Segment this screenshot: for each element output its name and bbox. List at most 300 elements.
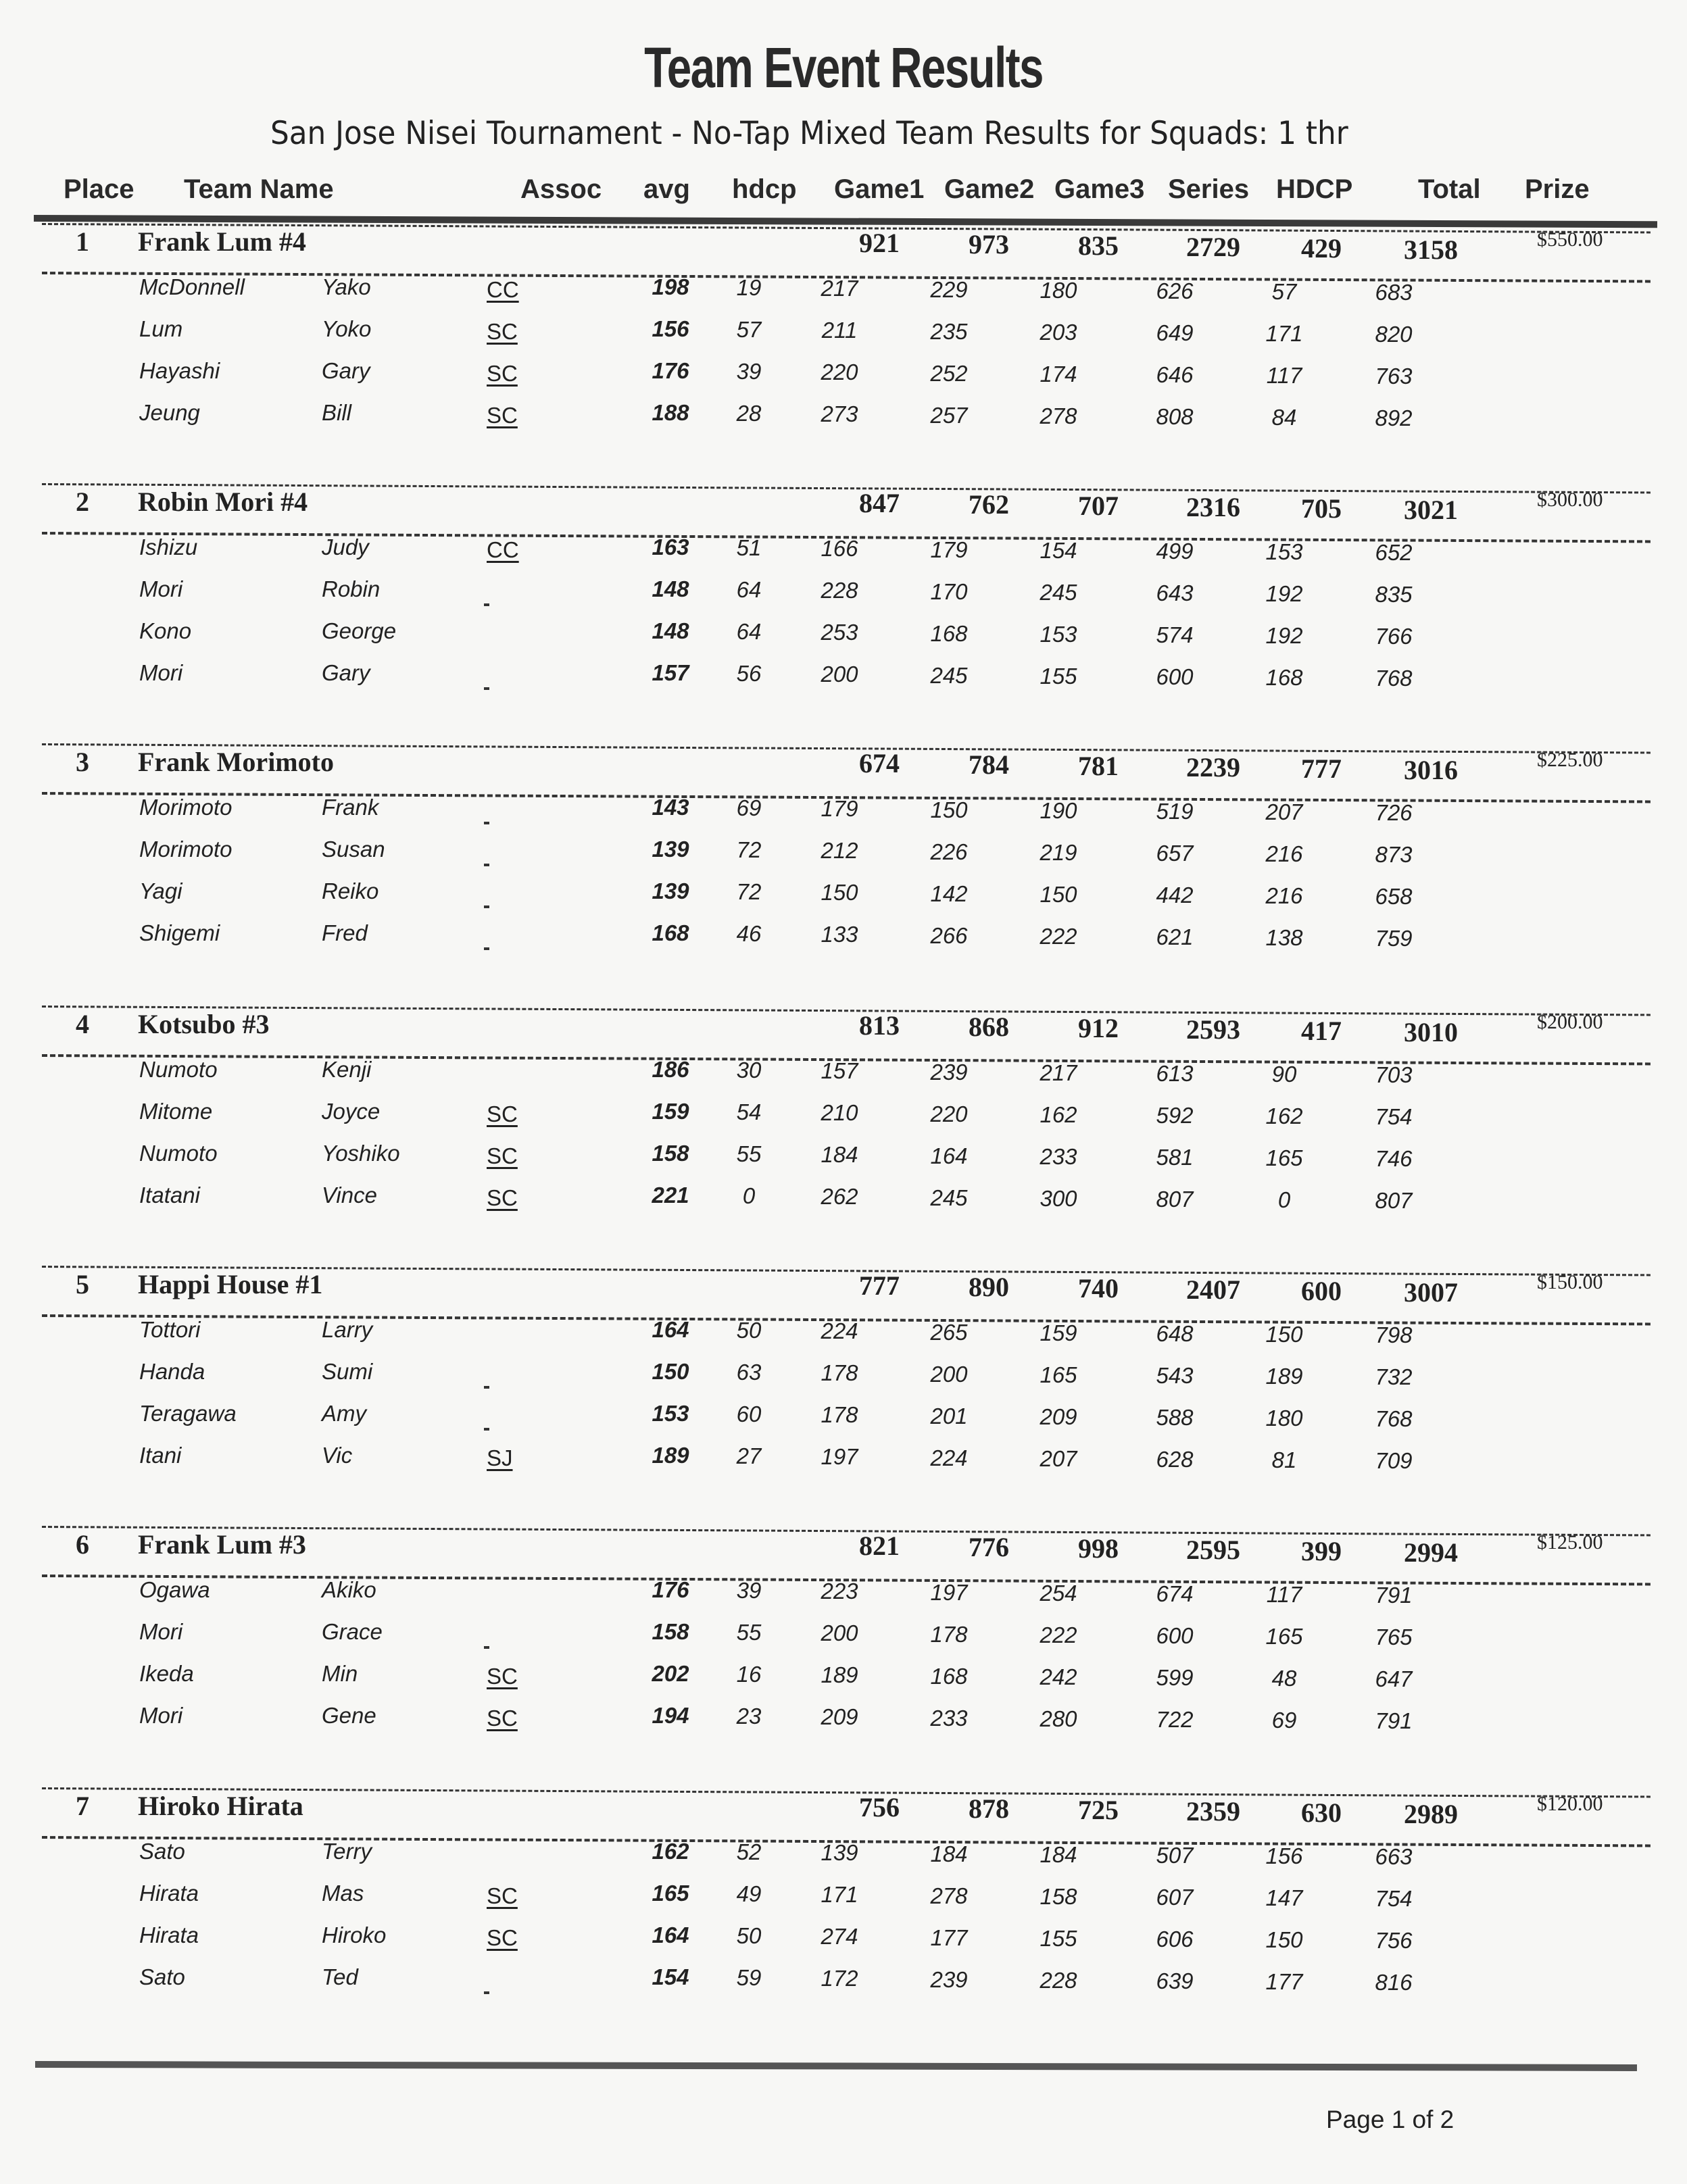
member-row [0, 1661, 1687, 1695]
member-series: 574 [1156, 622, 1194, 647]
member-first-name: Judy [322, 535, 369, 560]
member-row [0, 1964, 1687, 1998]
member-hdcp-total: 69 [1271, 1708, 1297, 1733]
member-g3: 158 [1040, 1883, 1077, 1909]
member-total: 835 [1375, 582, 1413, 607]
member-hdcp: 63 [736, 1360, 762, 1385]
member-hdcp-total: 0 [1277, 1187, 1291, 1213]
member-hdcp: 55 [736, 1141, 762, 1167]
member-row [0, 274, 1687, 308]
member-first-name: Gary [322, 358, 370, 383]
member-assoc: SC [487, 1101, 518, 1126]
member-row [0, 358, 1687, 392]
member-g2: 224 [930, 1445, 968, 1470]
member-row [0, 1703, 1687, 1737]
team-hdcp: 429 [1301, 233, 1342, 264]
team-hdcp: 417 [1301, 1016, 1342, 1046]
member-g2: 226 [930, 839, 968, 864]
team-game2: 784 [969, 749, 1009, 780]
member-series: 626 [1156, 278, 1194, 303]
team-name: Frank Lum #4 [138, 226, 306, 257]
member-total: 756 [1375, 1928, 1413, 1954]
member-total: 746 [1375, 1146, 1413, 1172]
member-avg: 139 [652, 837, 689, 862]
member-series: 592 [1156, 1103, 1194, 1128]
member-assoc-blank [484, 1386, 489, 1389]
member-g1: 253 [821, 620, 858, 645]
team-block [0, 1529, 1687, 1807]
member-total: 732 [1375, 1364, 1413, 1390]
header-team-name: Team Name [184, 174, 334, 204]
member-assoc: SC [487, 1883, 518, 1908]
member-row [0, 660, 1687, 694]
member-g2: 265 [930, 1319, 968, 1345]
member-last-name: Ishizu [139, 535, 198, 560]
member-assoc-blank [484, 1428, 489, 1431]
member-g3: 155 [1040, 663, 1077, 689]
member-g3: 222 [1040, 923, 1077, 949]
member-avg: 150 [652, 1359, 689, 1384]
member-assoc-blank [484, 864, 489, 866]
member-g2: 142 [930, 880, 968, 906]
member-hdcp: 52 [736, 1839, 762, 1865]
member-assoc: SJ [487, 1445, 513, 1470]
team-game1: 847 [859, 488, 900, 518]
member-total: 709 [1375, 1448, 1413, 1474]
member-series: 639 [1156, 1968, 1194, 1993]
member-avg: 158 [652, 1141, 689, 1166]
member-last-name: Morimoto [139, 837, 233, 862]
member-avg: 143 [652, 795, 689, 820]
member-assoc: SC [487, 319, 518, 344]
team-game1: 921 [859, 228, 900, 258]
member-hdcp-total: 147 [1265, 1885, 1303, 1911]
team-series: 2593 [1186, 1014, 1240, 1045]
member-row [0, 878, 1687, 912]
header-total: Total [1418, 174, 1481, 204]
member-g3: 300 [1040, 1185, 1077, 1211]
member-g2: 252 [930, 360, 968, 386]
team-block [0, 226, 1687, 504]
member-first-name: Reiko [322, 878, 379, 903]
team-series: 2359 [1186, 1796, 1240, 1827]
member-g1: 200 [821, 1620, 858, 1646]
member-g3: 219 [1040, 839, 1077, 865]
member-avg: 162 [652, 1839, 689, 1864]
member-g2: 239 [930, 1059, 968, 1085]
member-avg: 186 [652, 1057, 689, 1082]
team-total: 3016 [1404, 755, 1458, 785]
member-assoc: SC [487, 1664, 518, 1689]
member-first-name: Bill [322, 400, 352, 425]
member-total: 754 [1375, 1886, 1413, 1912]
team-game3: 725 [1078, 1795, 1119, 1825]
member-total: 726 [1375, 800, 1413, 826]
member-g3: 174 [1040, 361, 1077, 387]
team-game3: 740 [1078, 1273, 1119, 1304]
member-last-name: Kono [139, 618, 192, 643]
team-total: 2994 [1404, 1537, 1458, 1568]
header-hdcp-total: HDCP [1276, 174, 1353, 204]
member-first-name: Susan [322, 837, 385, 862]
team-prize: $550.00 [1537, 228, 1603, 251]
member-last-name: Hirata [139, 1922, 199, 1947]
member-g2: 201 [930, 1403, 968, 1429]
member-avg: 189 [652, 1443, 689, 1468]
member-avg: 176 [652, 358, 689, 383]
member-total: 873 [1375, 842, 1413, 868]
member-hdcp: 55 [736, 1620, 762, 1645]
team-prize: $150.00 [1537, 1271, 1603, 1293]
member-avg: 156 [652, 316, 689, 341]
team-series: 2316 [1186, 492, 1240, 522]
team-block [0, 747, 1687, 1024]
member-hdcp-total: 156 [1265, 1843, 1303, 1869]
header-place: Place [64, 174, 135, 204]
member-g3: 222 [1040, 1622, 1077, 1647]
member-total: 683 [1375, 280, 1413, 305]
team-game2: 973 [969, 229, 1009, 259]
team-game3: 707 [1078, 491, 1119, 521]
member-hdcp-total: 153 [1265, 539, 1303, 565]
member-hdcp-total: 165 [1265, 1624, 1303, 1649]
member-avg: 159 [652, 1099, 689, 1124]
member-hdcp-total: 150 [1265, 1927, 1303, 1953]
member-hdcp-total: 48 [1271, 1666, 1297, 1691]
team-place: 6 [76, 1529, 89, 1560]
member-g1: 189 [821, 1662, 858, 1688]
member-g3: 245 [1040, 579, 1077, 605]
member-total: 765 [1375, 1624, 1413, 1650]
team-hdcp: 600 [1301, 1276, 1342, 1306]
member-avg: 139 [652, 878, 689, 903]
member-first-name: Robin [322, 576, 381, 601]
member-total: 768 [1375, 1406, 1413, 1432]
member-g2: 168 [930, 1663, 968, 1689]
member-avg: 157 [652, 660, 689, 685]
member-row [0, 576, 1687, 610]
member-total: 892 [1375, 405, 1413, 431]
member-row [0, 1443, 1687, 1476]
member-last-name: Mori [139, 576, 183, 601]
member-first-name: Terry [322, 1839, 372, 1864]
member-last-name: Numoto [139, 1141, 218, 1166]
member-series: 628 [1156, 1447, 1194, 1472]
member-hdcp: 57 [736, 317, 762, 343]
member-first-name: Kenji [322, 1057, 372, 1082]
member-series: 600 [1156, 1623, 1194, 1648]
header-assoc: Assoc [520, 174, 602, 204]
member-g1: 228 [821, 578, 858, 603]
member-series: 588 [1156, 1405, 1194, 1430]
header-avg: avg [643, 174, 690, 204]
member-last-name: Lum [139, 316, 183, 341]
member-first-name: Yoko [322, 316, 372, 341]
member-g3: 209 [1040, 1404, 1077, 1429]
member-first-name: Mas [322, 1881, 364, 1906]
member-g1: 209 [821, 1704, 858, 1730]
member-total: 798 [1375, 1322, 1413, 1348]
member-row [0, 1839, 1687, 1872]
team-game2: 890 [969, 1272, 1009, 1302]
member-g2: 220 [930, 1101, 968, 1126]
member-last-name: Ikeda [139, 1661, 194, 1686]
team-game3: 998 [1078, 1533, 1119, 1564]
team-game3: 835 [1078, 230, 1119, 261]
member-g3: 280 [1040, 1706, 1077, 1731]
member-hdcp-total: 57 [1271, 279, 1297, 305]
member-g1: 171 [821, 1882, 858, 1908]
header-series: Series [1168, 174, 1250, 204]
team-name: Hiroko Hirata [138, 1791, 303, 1821]
member-g1: 172 [821, 1966, 858, 1991]
member-g3: 228 [1040, 1967, 1077, 1993]
member-avg: 148 [652, 618, 689, 643]
member-avg: 148 [652, 576, 689, 601]
member-assoc: SC [487, 1185, 518, 1210]
member-first-name: Fred [322, 920, 368, 945]
member-g1: 166 [821, 536, 858, 562]
member-total: 820 [1375, 322, 1413, 347]
member-g1: 262 [821, 1184, 858, 1210]
member-g2: 278 [930, 1883, 968, 1908]
team-total: 3010 [1404, 1017, 1458, 1047]
member-hdcp-total: 216 [1265, 883, 1303, 909]
team-total: 2989 [1404, 1799, 1458, 1829]
member-g2: 179 [930, 537, 968, 562]
member-assoc: CC [487, 277, 519, 302]
member-avg: 221 [652, 1183, 689, 1208]
member-g1: 197 [821, 1444, 858, 1470]
member-series: 646 [1156, 362, 1194, 387]
member-first-name: Akiko [322, 1577, 376, 1602]
member-g2: 197 [930, 1579, 968, 1605]
member-assoc-blank [484, 905, 489, 908]
member-hdcp: 69 [736, 795, 762, 821]
member-g1: 150 [821, 880, 858, 905]
member-series: 674 [1156, 1581, 1194, 1606]
member-last-name: McDonnell [139, 274, 245, 299]
member-hdcp: 28 [736, 401, 762, 426]
member-row [0, 920, 1687, 954]
member-hdcp: 51 [736, 535, 762, 561]
member-hdcp: 64 [736, 577, 762, 603]
member-g3: 165 [1040, 1362, 1077, 1387]
member-total: 754 [1375, 1104, 1413, 1130]
member-g1: 133 [821, 922, 858, 947]
member-total: 816 [1375, 1970, 1413, 1995]
member-row [0, 1317, 1687, 1351]
member-row [0, 535, 1687, 568]
member-first-name: Yako [322, 274, 371, 299]
team-prize: $125.00 [1537, 1531, 1603, 1554]
member-hdcp-total: 192 [1265, 623, 1303, 649]
team-game2: 868 [969, 1012, 1009, 1042]
member-hdcp: 30 [736, 1058, 762, 1083]
team-prize: $225.00 [1537, 749, 1603, 771]
team-place: 4 [76, 1009, 89, 1039]
member-row [0, 316, 1687, 350]
member-row [0, 795, 1687, 828]
member-hdcp-total: 168 [1265, 665, 1303, 691]
member-hdcp-total: 192 [1265, 581, 1303, 607]
member-g2: 177 [930, 1925, 968, 1950]
team-place: 1 [76, 226, 89, 257]
team-game2: 762 [969, 489, 1009, 520]
member-avg: 164 [652, 1922, 689, 1947]
member-g2: 170 [930, 578, 968, 604]
member-hdcp: 50 [736, 1318, 762, 1343]
member-g3: 184 [1040, 1841, 1077, 1867]
member-hdcp: 27 [736, 1443, 762, 1469]
member-series: 606 [1156, 1927, 1194, 1952]
team-name: Robin Mori #4 [138, 487, 308, 517]
member-hdcp: 60 [736, 1401, 762, 1427]
member-last-name: Hirata [139, 1881, 199, 1906]
member-total: 768 [1375, 666, 1413, 691]
member-g3: 203 [1040, 319, 1077, 345]
member-g2: 178 [930, 1621, 968, 1647]
member-g1: 217 [821, 276, 858, 301]
member-hdcp: 54 [736, 1099, 762, 1125]
member-g3: 150 [1040, 881, 1077, 907]
member-last-name: Numoto [139, 1057, 218, 1082]
member-hdcp: 23 [736, 1704, 762, 1729]
member-first-name: Min [322, 1661, 358, 1686]
member-last-name: Teragawa [139, 1401, 237, 1426]
member-hdcp: 0 [742, 1183, 756, 1209]
member-g1: 273 [821, 401, 858, 427]
member-hdcp-total: 117 [1266, 363, 1302, 389]
member-hdcp-total: 171 [1265, 321, 1303, 347]
member-row [0, 400, 1687, 434]
member-g2: 168 [930, 620, 968, 646]
member-series: 507 [1156, 1843, 1194, 1868]
member-g2: 184 [930, 1841, 968, 1866]
member-g3: 162 [1040, 1101, 1077, 1127]
member-total: 663 [1375, 1844, 1413, 1870]
member-last-name: Itatani [139, 1183, 200, 1208]
member-g3: 159 [1040, 1320, 1077, 1345]
member-g1: 200 [821, 662, 858, 687]
member-g2: 239 [930, 1966, 968, 1992]
team-game2: 776 [969, 1532, 1009, 1562]
member-first-name: Larry [322, 1317, 373, 1342]
member-assoc-blank [484, 687, 489, 690]
member-g2: 235 [930, 318, 968, 344]
member-row [0, 1577, 1687, 1611]
member-g3: 217 [1040, 1060, 1077, 1085]
member-g3: 180 [1040, 277, 1077, 303]
team-block [0, 1009, 1687, 1287]
member-assoc-blank [484, 1991, 489, 1994]
member-series: 599 [1156, 1665, 1194, 1690]
member-row [0, 1099, 1687, 1133]
member-assoc-blank [484, 822, 489, 824]
member-g2: 229 [930, 276, 968, 302]
member-total: 647 [1375, 1666, 1413, 1692]
member-row [0, 1619, 1687, 1653]
member-hdcp-total: 84 [1271, 405, 1297, 430]
member-hdcp-total: 177 [1265, 1969, 1303, 1995]
member-g1: 184 [821, 1142, 858, 1168]
member-avg: 165 [652, 1881, 689, 1906]
page-number: Page 1 of 2 [1326, 2106, 1454, 2133]
member-first-name: George [322, 618, 397, 643]
member-row [0, 1401, 1687, 1435]
member-g1: 220 [821, 359, 858, 385]
team-game1: 756 [859, 1792, 900, 1822]
member-series: 607 [1156, 1885, 1194, 1910]
member-total: 791 [1375, 1583, 1413, 1608]
member-row [0, 1141, 1687, 1174]
member-g1: 223 [821, 1579, 858, 1604]
member-avg: 188 [652, 400, 689, 425]
member-first-name: Ted [322, 1964, 358, 1989]
team-series: 2729 [1186, 232, 1240, 262]
member-first-name: Grace [322, 1619, 383, 1644]
member-hdcp: 19 [736, 275, 762, 301]
member-hdcp: 64 [736, 619, 762, 645]
member-last-name: Handa [139, 1359, 205, 1384]
member-hdcp: 16 [736, 1662, 762, 1687]
member-row [0, 1881, 1687, 1914]
member-hdcp-total: 90 [1271, 1062, 1297, 1087]
member-assoc: SC [487, 403, 518, 428]
member-last-name: Mitome [139, 1099, 213, 1124]
member-total: 759 [1375, 926, 1413, 951]
member-hdcp-total: 207 [1265, 799, 1303, 825]
member-g2: 164 [930, 1143, 968, 1168]
member-assoc-blank [484, 1646, 489, 1649]
team-game1: 777 [859, 1270, 900, 1301]
member-last-name: Mori [139, 1619, 183, 1644]
header-prize: Prize [1525, 174, 1590, 204]
member-assoc: SC [487, 361, 518, 386]
member-assoc: SC [487, 1925, 518, 1950]
member-hdcp: 49 [736, 1881, 762, 1907]
member-row [0, 1183, 1687, 1216]
team-series: 2239 [1186, 752, 1240, 783]
member-last-name: Tottori [139, 1317, 201, 1342]
team-series: 2595 [1186, 1535, 1240, 1565]
team-game1: 674 [859, 748, 900, 778]
member-series: 543 [1156, 1363, 1194, 1388]
member-row [0, 1359, 1687, 1393]
member-series: 722 [1156, 1707, 1194, 1732]
member-g1: 179 [821, 796, 858, 822]
member-first-name: Sumi [322, 1359, 373, 1384]
member-row [0, 1057, 1687, 1091]
member-last-name: Shigemi [139, 920, 220, 945]
member-hdcp: 50 [736, 1923, 762, 1949]
member-g2: 266 [930, 922, 968, 948]
member-g3: 153 [1040, 621, 1077, 647]
member-g2: 257 [930, 402, 968, 428]
report-subtitle: San Jose Nisei Tournament - No-Tap Mixed Team Results for Squads: 1 thr [270, 115, 1348, 152]
team-place: 7 [76, 1791, 89, 1821]
member-g3: 155 [1040, 1925, 1077, 1951]
member-first-name: Joyce [322, 1099, 381, 1124]
member-total: 652 [1375, 540, 1413, 566]
member-last-name: Ogawa [139, 1577, 210, 1602]
team-prize: $120.00 [1537, 1793, 1603, 1815]
member-g1: 178 [821, 1402, 858, 1428]
member-g1: 210 [821, 1100, 858, 1126]
member-series: 613 [1156, 1061, 1194, 1086]
member-last-name: Hayashi [139, 358, 220, 383]
team-hdcp: 705 [1301, 493, 1342, 524]
